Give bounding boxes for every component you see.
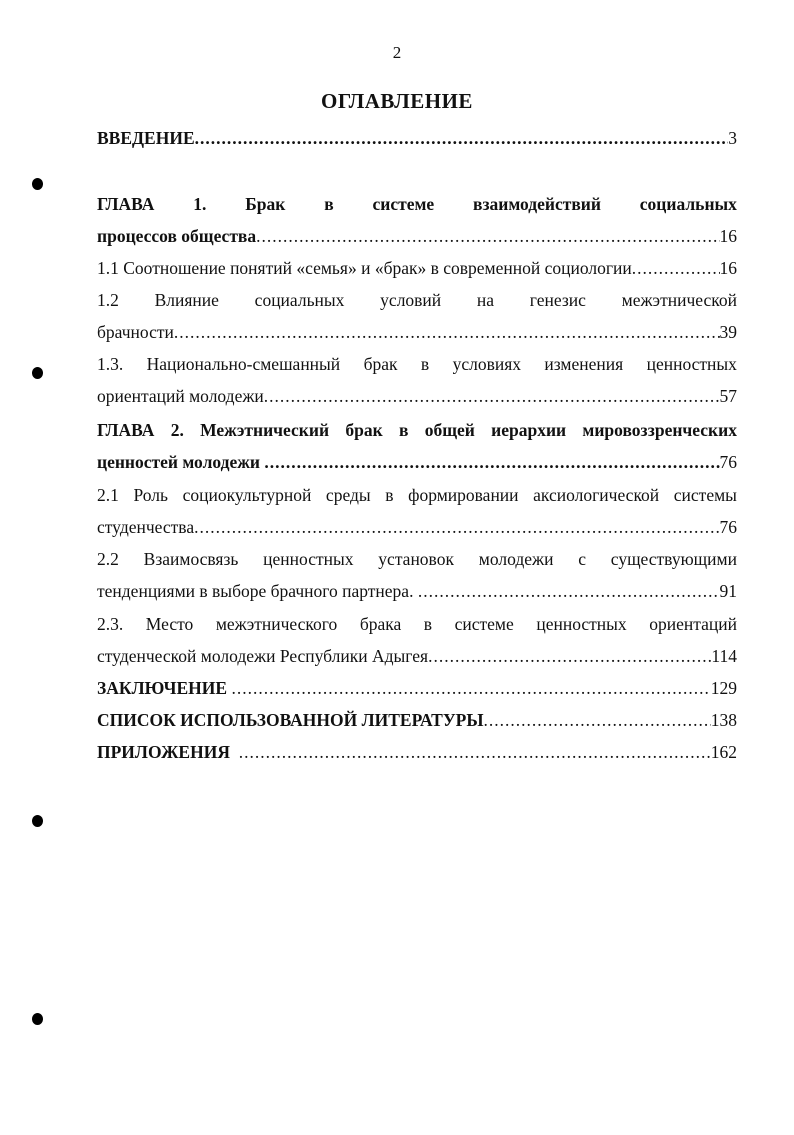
toc-entry-section-1-3[interactable]	[97, 349, 737, 379]
toc-word: в	[385, 485, 394, 505]
toc-entry-label: ЗАКЛЮЧЕНИЕ	[97, 678, 232, 698]
page-title: ОГЛАВЛЕНИЕ	[321, 89, 473, 113]
toc-entry-chapter-2[interactable]	[97, 415, 737, 445]
toc-word: брака	[359, 614, 402, 634]
toc-entry-chapter-1[interactable]	[97, 189, 737, 219]
toc-word: 2.2	[97, 549, 119, 569]
toc-word: Межэтнический	[200, 420, 330, 440]
toc-word: 2.	[170, 420, 184, 440]
margin-dot	[32, 1013, 43, 1025]
toc-word: системе	[372, 194, 435, 214]
toc-word: в	[420, 354, 430, 374]
toc-entry-page: 57	[719, 386, 737, 406]
toc-word: Место	[145, 614, 194, 634]
toc-word: мировоззренческих	[582, 420, 737, 440]
dot-leader	[632, 253, 720, 283]
toc-word: социальных	[254, 290, 345, 310]
toc-entry-label: процессов общества	[97, 226, 257, 246]
toc-entry-page: 16	[719, 258, 737, 278]
dot-leader	[264, 381, 720, 411]
toc-word: 2.1	[97, 485, 119, 505]
toc-word: системе	[454, 614, 514, 634]
toc-entry-page: 16	[719, 226, 737, 246]
toc-entry-label: ВВЕДЕНИЕ	[97, 128, 195, 148]
dot-leader	[418, 576, 720, 606]
toc-word: 2.3.	[97, 614, 124, 634]
toc-word: ценностных	[536, 614, 627, 634]
toc-word: в	[324, 194, 334, 214]
margin-dot	[32, 178, 43, 190]
toc-word: изменения	[544, 354, 624, 374]
toc-word: молодежи	[478, 549, 554, 569]
toc-word: с	[578, 549, 587, 569]
toc-entry-label: тенденциями в выборе брачного партнера.	[97, 581, 418, 601]
toc-entry-bibliography[interactable]	[97, 705, 737, 735]
dot-leader	[428, 641, 711, 671]
dot-leader	[256, 221, 719, 251]
toc-entry-section-2-3[interactable]	[97, 609, 737, 639]
toc-entry-section-1-1[interactable]	[97, 253, 737, 283]
toc-word: ГЛАВА	[97, 420, 155, 440]
toc-entry-label: брачности	[97, 322, 174, 342]
toc-word: 1.	[193, 194, 207, 214]
dot-leader	[195, 123, 729, 153]
toc-word: общей	[424, 420, 475, 440]
toc-entry-section-2-2-cont[interactable]	[97, 576, 737, 606]
toc-word: 1.2	[97, 290, 119, 310]
toc-entry-section-2-1-cont[interactable]	[97, 512, 737, 542]
toc-word: ценностных	[263, 549, 354, 569]
toc-entry-page: 76	[719, 452, 737, 472]
toc-entry-appendices[interactable]	[97, 737, 737, 767]
toc-entry-page: 162	[710, 742, 737, 762]
toc-word: в	[398, 420, 409, 440]
dot-leader	[264, 447, 719, 477]
toc-entry-label: СПИСОК ИСПОЛЬЗОВАННОЙ ЛИТЕРАТУРЫ	[97, 710, 484, 730]
toc-word: иерархии	[491, 420, 567, 440]
toc-word: 1.3.	[97, 354, 124, 374]
dot-leader	[231, 673, 710, 703]
toc-word: системы	[673, 485, 737, 505]
toc-word: формировании	[408, 485, 519, 505]
toc-entry-label: студенчества	[97, 517, 195, 537]
toc-entry-section-1-2-cont[interactable]	[97, 317, 737, 347]
toc-entry-section-2-1[interactable]	[97, 480, 737, 510]
toc-entry-page: 91	[719, 581, 737, 601]
toc-word: ориентаций	[649, 614, 737, 634]
toc-entry-section-1-2[interactable]	[97, 285, 737, 315]
toc-word: аксиологической	[533, 485, 660, 505]
toc-word: Национально-смешанный	[146, 354, 341, 374]
toc-entry-label: ценностей молодежи	[97, 452, 265, 472]
toc-word: условиях	[452, 354, 521, 374]
toc-word: среды	[325, 485, 371, 505]
toc-entry-introduction[interactable]	[97, 123, 737, 153]
toc-word: социальных	[639, 194, 737, 214]
toc-word: в	[423, 614, 433, 634]
toc-word: на	[476, 290, 495, 310]
toc-entry-section-2-3-cont[interactable]	[97, 641, 737, 671]
margin-dot	[32, 815, 43, 827]
toc-word: условий	[380, 290, 442, 310]
toc-word: взаимодействий	[473, 194, 601, 214]
margin-dot	[32, 367, 43, 379]
toc-word: генезис	[529, 290, 586, 310]
dot-leader	[174, 317, 720, 347]
toc-word: Роль	[133, 485, 169, 505]
toc-entry-page: 76	[719, 517, 737, 537]
toc-entry-conclusion[interactable]	[97, 673, 737, 703]
toc-entry-page: 114	[711, 646, 737, 666]
toc-entry-page: 39	[719, 322, 737, 342]
toc-word: социокультурной	[182, 485, 312, 505]
dot-leader	[484, 705, 711, 735]
toc-entry-section-1-3-cont[interactable]	[97, 381, 737, 411]
dot-leader	[194, 512, 719, 542]
toc-word: ГЛАВА	[97, 194, 155, 214]
toc-entry-page: 3	[728, 128, 737, 148]
toc-entry-chapter-1-cont[interactable]	[97, 221, 737, 251]
toc-entry-label: 1.1 Соотношение понятий «семья» и «брак» в современной социологии	[97, 258, 632, 278]
toc-word: Брак	[245, 194, 286, 214]
toc-entry-section-2-2[interactable]	[97, 544, 737, 574]
toc-entry-label: ПРИЛОЖЕНИЯ	[97, 742, 239, 762]
page-number: 2	[392, 43, 402, 62]
toc-word: существующими	[610, 549, 737, 569]
toc-entry-page: 129	[710, 678, 737, 698]
toc-word: установок	[378, 549, 454, 569]
toc-entry-page: 138	[710, 710, 737, 730]
toc-entry-label: студенческой молодежи Республики Адыгея	[97, 646, 429, 666]
toc-word: Взаимосвязь	[143, 549, 239, 569]
toc-entry-label: ориентаций молодежи	[97, 386, 264, 406]
toc-word: брак	[345, 420, 383, 440]
dot-leader	[239, 737, 711, 767]
toc-word: ценностных	[646, 354, 737, 374]
toc-word: межэтнического	[215, 614, 338, 634]
toc-entry-chapter-2-cont[interactable]	[97, 447, 737, 477]
toc-word: межэтнической	[621, 290, 737, 310]
toc-word: брак	[363, 354, 398, 374]
toc-word: Влияние	[154, 290, 219, 310]
